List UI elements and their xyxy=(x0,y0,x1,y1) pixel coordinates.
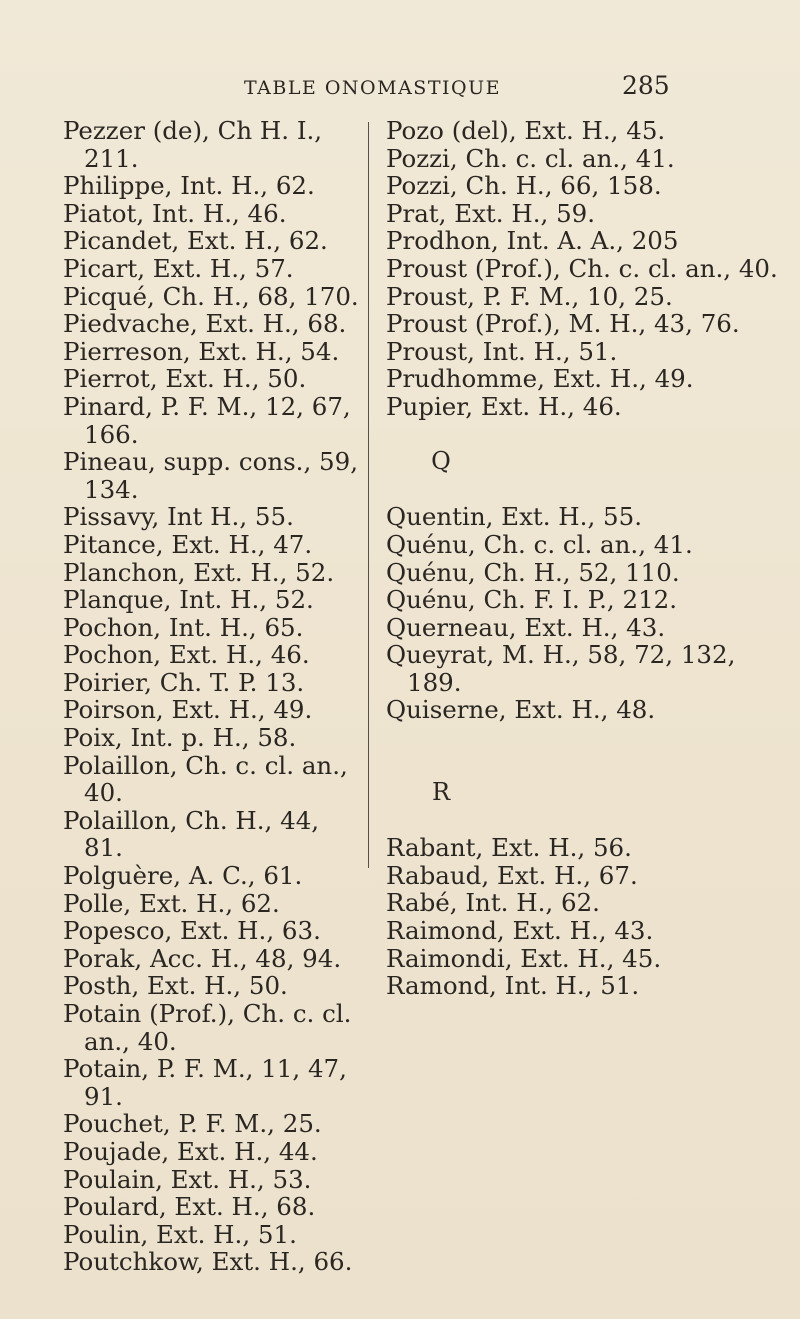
index-entry: Polaillon, Ch. c. cl. an., 40. xyxy=(63,750,356,808)
index-entry: Poutchkow, Ext. H., 66. xyxy=(63,1247,353,1277)
index-entry: Potain (Prof.), Ch. c. cl. an., 40. xyxy=(63,999,360,1056)
index-entry: Quénu, Ch. H., 52, 110. xyxy=(386,557,680,587)
index-entry: Pupier, Ext. H., 46. xyxy=(386,391,622,421)
index-entry: Pozzi, Ch. H., 66, 158. xyxy=(386,171,662,201)
index-entry: Poulain, Ext. H., 53. xyxy=(63,1164,312,1194)
index-column-right xyxy=(386,117,786,1000)
index-entry: Quiserne, Ext. H., 48. xyxy=(386,695,656,725)
page-number: 285 xyxy=(622,71,670,100)
index-entry: Proust (Prof.), Ch. c. cl. an., 40. xyxy=(386,253,778,283)
index-entry: Pozo (del), Ext. H., 45. xyxy=(386,116,666,145)
index-entry: Picqué, Ch. H., 68, 170. xyxy=(63,281,359,311)
index-entry: Pinard, P. F. M., 12, 67, 166. xyxy=(63,391,359,449)
q-entries-group xyxy=(386,503,786,724)
index-entry: Pierrot, Ext. H., 50. xyxy=(63,364,307,394)
r-entries-group xyxy=(386,834,786,1000)
index-entry: Picart, Ext. H., 57. xyxy=(63,253,294,283)
index-entry: Pochon, Ext. H., 46. xyxy=(63,640,310,670)
column-divider xyxy=(368,122,369,868)
section-letter-r: R xyxy=(431,778,451,807)
index-entry: Rabé, Int. H., 62. xyxy=(386,888,600,918)
index-entry: Rabaud, Ext. H., 67. xyxy=(386,860,638,890)
index-entry: Porak, Acc. H., 48, 94. xyxy=(63,943,342,973)
index-entry: Poujade, Ext. H., 44. xyxy=(63,1136,318,1166)
index-entry: Rabant, Ext. H., 56. xyxy=(386,833,632,863)
index-entry: Ramond, Int. H., 51. xyxy=(386,971,640,1001)
index-entry: Quénu, Ch. c. cl. an., 41. xyxy=(386,529,693,559)
index-entry: Pouchet, P. F. M., 25. xyxy=(63,1109,322,1139)
index-entry: Proust (Prof.), M. H., 43, 76. xyxy=(386,309,740,339)
index-entry: Poulin, Ext. H., 51. xyxy=(63,1219,297,1249)
running-title: TABLE ONOMASTIQUE xyxy=(244,77,501,99)
index-entry: Pochon, Int. H., 65. xyxy=(63,612,304,642)
index-entry: Piedvache, Ext. H., 68. xyxy=(63,309,347,339)
index-entry: Polaillon, Ch. H., 44, 81. xyxy=(63,805,327,863)
index-entry: Poirier, Ch. T. P. 13. xyxy=(63,667,305,697)
index-entry: Prudhomme, Ext. H., 49. xyxy=(386,364,694,394)
index-column-left xyxy=(63,116,366,1277)
index-entry: Popesco, Ext. H., 63. xyxy=(63,916,321,946)
index-entry: Proust, Int. H., 51. xyxy=(386,336,618,366)
index-entry: Planque, Int. H., 52. xyxy=(63,585,314,615)
index-entry: Pitance, Ext. H., 47. xyxy=(63,529,313,559)
index-entry: Raimondi, Ext. H., 45. xyxy=(386,943,662,973)
index-entry: Quentin, Ext. H., 55. xyxy=(386,502,642,532)
section-letter-q: Q xyxy=(431,447,451,476)
index-entry: Piatot, Int. H., 46. xyxy=(63,198,287,228)
index-entry: Poulard, Ext. H., 68. xyxy=(63,1192,316,1222)
page-header xyxy=(0,73,800,103)
index-entry: Quénu, Ch. F. I. P., 212. xyxy=(386,585,678,615)
index-entry: Pierreson, Ext. H., 54. xyxy=(63,336,340,366)
index-entry: Raimond, Ext. H., 43. xyxy=(386,916,654,946)
index-entry: Picandet, Ext. H., 62. xyxy=(63,226,328,256)
index-entry: Pezzer (de), Ch H. I., 211. xyxy=(63,116,330,173)
index-entry: Prat, Ext. H., 59. xyxy=(386,198,596,228)
index-entry: Posth, Ext. H., 50. xyxy=(63,971,288,1001)
index-entry: Philippe, Int. H., 62. xyxy=(63,171,315,201)
index-entry: Poix, Int. p. H., 58. xyxy=(63,723,297,753)
index-entry: Pissavy, Int H., 55. xyxy=(63,502,294,532)
index-entry: Queyrat, M. H., 58, 72, 132, 189. xyxy=(386,640,744,697)
index-entry: Potain, P. F. M., 11, 47, 91. xyxy=(63,1054,355,1111)
index-entry: Polguère, A. C., 61. xyxy=(63,861,303,891)
index-entry: Querneau, Ext. H., 43. xyxy=(386,612,666,642)
index-entry: Proust, P. F. M., 10, 25. xyxy=(386,281,673,311)
index-entry: Pozzi, Ch. c. cl. an., 41. xyxy=(386,143,675,173)
index-entry: Pineau, supp. cons., 59, 134. xyxy=(63,447,366,504)
p-entries-group xyxy=(386,117,786,421)
index-entry: Planchon, Ext. H., 52. xyxy=(63,557,335,587)
index-entry: Prodhon, Int. A. A., 205 xyxy=(386,226,679,256)
index-entry: Polle, Ext. H., 62. xyxy=(63,888,280,918)
index-entry: Poirson, Ext. H., 49. xyxy=(63,695,313,725)
